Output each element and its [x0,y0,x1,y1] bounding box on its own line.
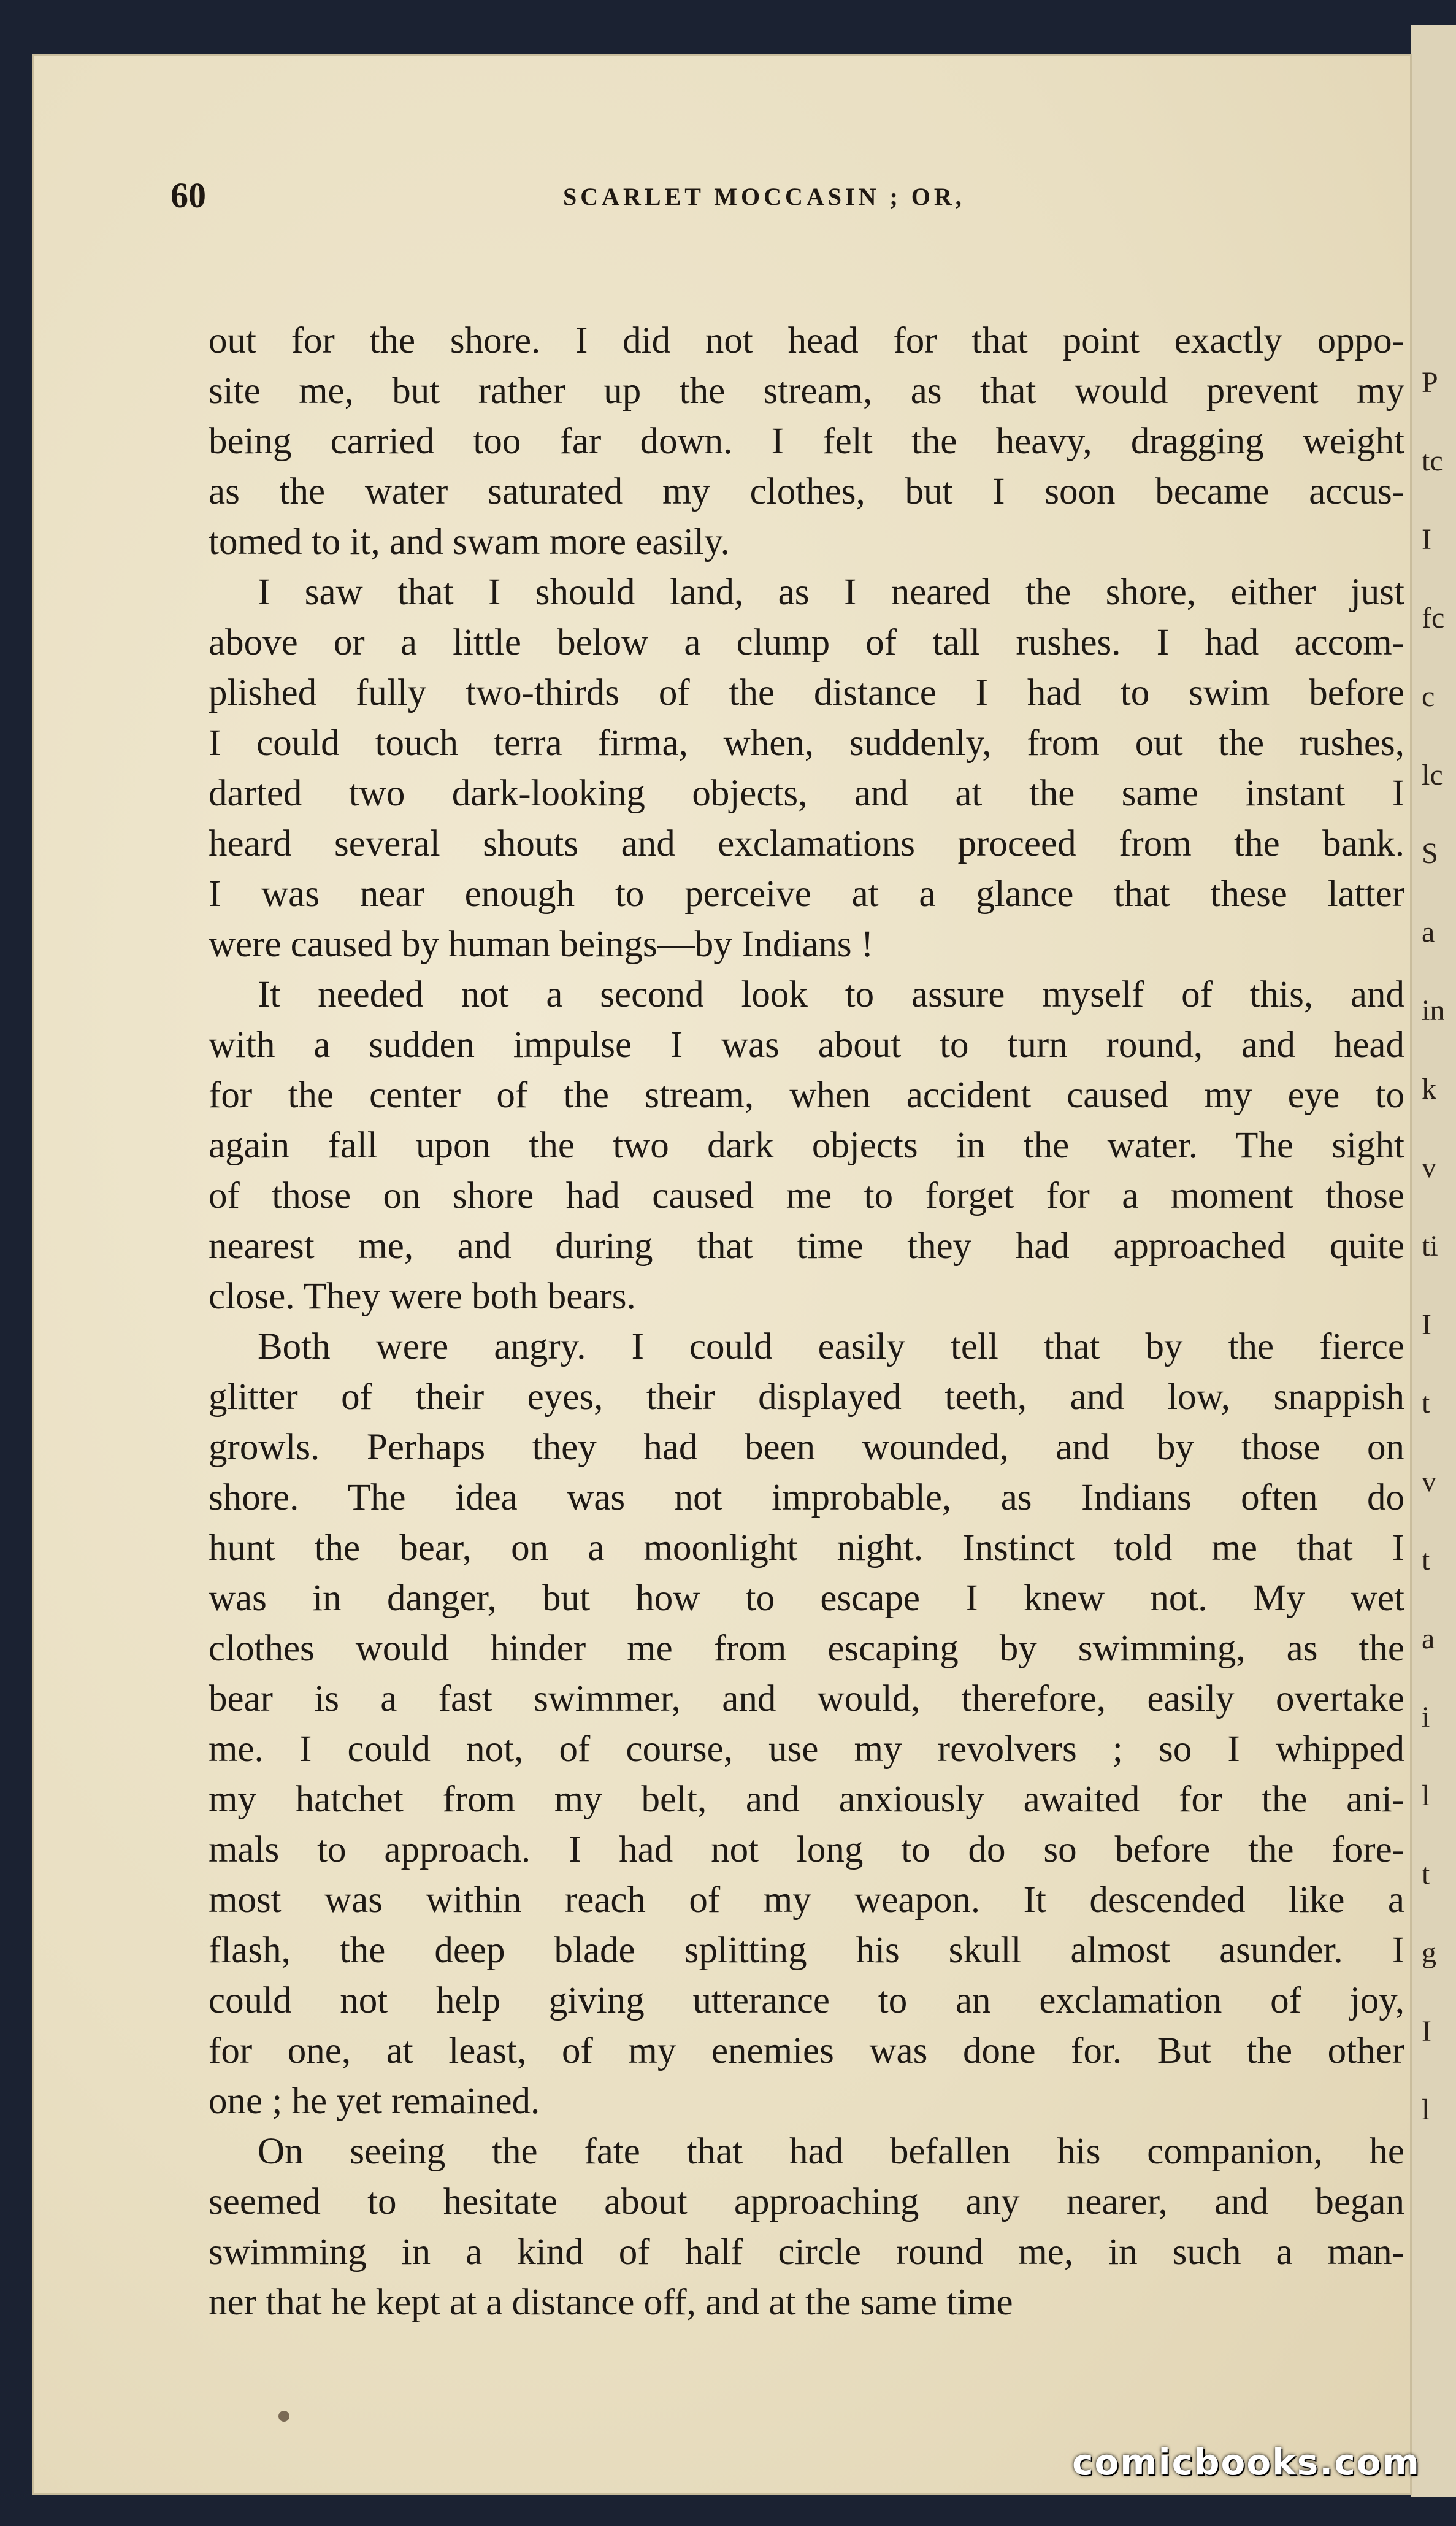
text-line: hunt the bear, on a moonlight night. Instinct told me that I [209,1527,1404,1568]
text-line: seemed to hesitate about approaching any nearer, and began [209,2181,1404,2222]
text-line: mals to approach. I had not long to do so before the fore- [209,1829,1404,1870]
text-line: tomed to it, and swam more easily. [209,521,730,562]
adjacent-page-letter: l [1422,2094,1430,2126]
text-line: clothes would hinder me from escaping by swimming, as the [209,1628,1404,1669]
text-line: ner that he kept at a distance off, and at the same time [209,2282,1013,2323]
text-line: one ; he yet remained. [209,2081,540,2122]
text-line: heard several shouts and exclamations proceed from the bank. [209,823,1404,864]
text-line: me. I could not, of course, use my revolvers ; so I whipped [209,1729,1404,1770]
text-line: were caused by human beings—by Indians ! [209,924,874,965]
text-line: darted two dark-looking objects, and at the same instant I [209,773,1404,814]
text-line: It needed not a second look to assure myself of this, and [258,974,1404,1015]
text-line: being carried too far down. I felt the heavy, dragging weight [209,421,1404,462]
adjacent-page-letter: v [1422,1151,1436,1184]
adjacent-page-letter: a [1422,1622,1435,1655]
text-line: of those on shore had caused me to forget for a moment those [209,1175,1404,1216]
text-line: with a sudden impulse I was about to turn round, and head [209,1024,1404,1065]
adjacent-page-letter: g [1422,1937,1436,1969]
text-line: for the center of the stream, when accident caused my eye to [209,1075,1404,1116]
adjacent-page-letter: I [1422,523,1431,556]
text-line: nearest me, and during that time they had approached quite [209,1226,1404,1267]
text-line: plished fully two-thirds of the distance I had to swim before [209,672,1404,713]
adjacent-page-letter: ti [1422,1230,1438,1262]
adjacent-page-letter: I [1422,2015,1431,2048]
adjacent-page-letter: t [1422,1387,1430,1419]
text-line: my hatchet from my belt, and anxiously awaited for the ani- [209,1779,1404,1820]
adjacent-page-letter: l [1422,1779,1430,1812]
text-line: was in danger, but how to escape I knew not. My wet [209,1578,1404,1619]
text-line: glitter of their eyes, their displayed teeth, and low, snappish [209,1376,1404,1418]
text-line: On seeing the fate that had befallen his companion, he [258,2131,1404,2172]
text-line: bear is a fast swimmer, and would, therefore, easily overtake [209,1678,1404,1719]
text-line: above or a little below a clump of tall rushes. I had accom- [209,622,1404,663]
text-line: swimming in a kind of half circle round me, in such a man- [209,2232,1404,2273]
adjacent-page-letter: v [1422,1465,1436,1498]
page-header [171,175,1397,242]
paragraph [209,316,1404,567]
adjacent-page-letter: tc [1422,445,1443,477]
page-number: 60 [171,175,206,215]
adjacent-page-letter: i [1422,1701,1430,1733]
adjacent-page-letter: c [1422,680,1435,713]
text-line: I saw that I should land, as I neared the shore, either just [258,572,1404,613]
text-line: could not help giving utterance to an exclamation of joy, [209,1980,1404,2021]
text-line: Both were angry. I could easily tell that by the fierce [258,1326,1404,1367]
text-line: as the water saturated my clothes, but I soon became accus- [209,471,1404,512]
adjacent-page-letter: k [1422,1073,1436,1105]
text-line: out for the shore. I did not head for that point exactly oppo- [209,320,1404,361]
adjacent-page-letter: S [1422,837,1438,870]
adjacent-page-edge [1404,25,1456,2497]
adjacent-page-letter: fc [1422,602,1445,634]
paragraph [209,2127,1404,2328]
text-line: for one, at least, of my enemies was done for. But the other [209,2030,1404,2071]
adjacent-page-letter: in [1422,994,1445,1027]
adjacent-page-letter: a [1422,916,1435,948]
text-line: site me, but rather up the stream, as that would prevent my [209,370,1404,412]
adjacent-page-letter: t [1422,1858,1430,1891]
paragraph [209,1322,1404,2127]
text-line: I could touch terra firma, when, suddenly, from out the rushes, [209,723,1404,764]
adjacent-page-letter: P [1422,366,1438,399]
adjacent-page-letter: t [1422,1544,1430,1576]
adjacent-page-letter: I [1422,1308,1431,1341]
running-title: SCARLET MOCCASIN ; OR, [563,183,965,210]
text-line: flash, the deep blade splitting his skull almost asunder. I [209,1930,1404,1971]
text-line: again fall upon the two dark objects in the water. The sight [209,1125,1404,1166]
text-line: shore. The idea was not improbable, as Indians often do [209,1477,1404,1518]
body-text [209,316,1404,2328]
text-line: growls. Perhaps they had been wounded, and by those on [209,1427,1404,1468]
text-line: close. They were both bears. [209,1276,636,1317]
watermark: comicbooks.com [1072,2441,1420,2483]
paragraph [209,970,1404,1322]
text-line: I was near enough to perceive at a glance that these latter [209,873,1404,915]
adjacent-page-letter: lc [1422,759,1443,791]
ink-spot [278,2411,289,2422]
paragraph [209,567,1404,970]
text-line: most was within reach of my weapon. It descended like a [209,1879,1404,1921]
